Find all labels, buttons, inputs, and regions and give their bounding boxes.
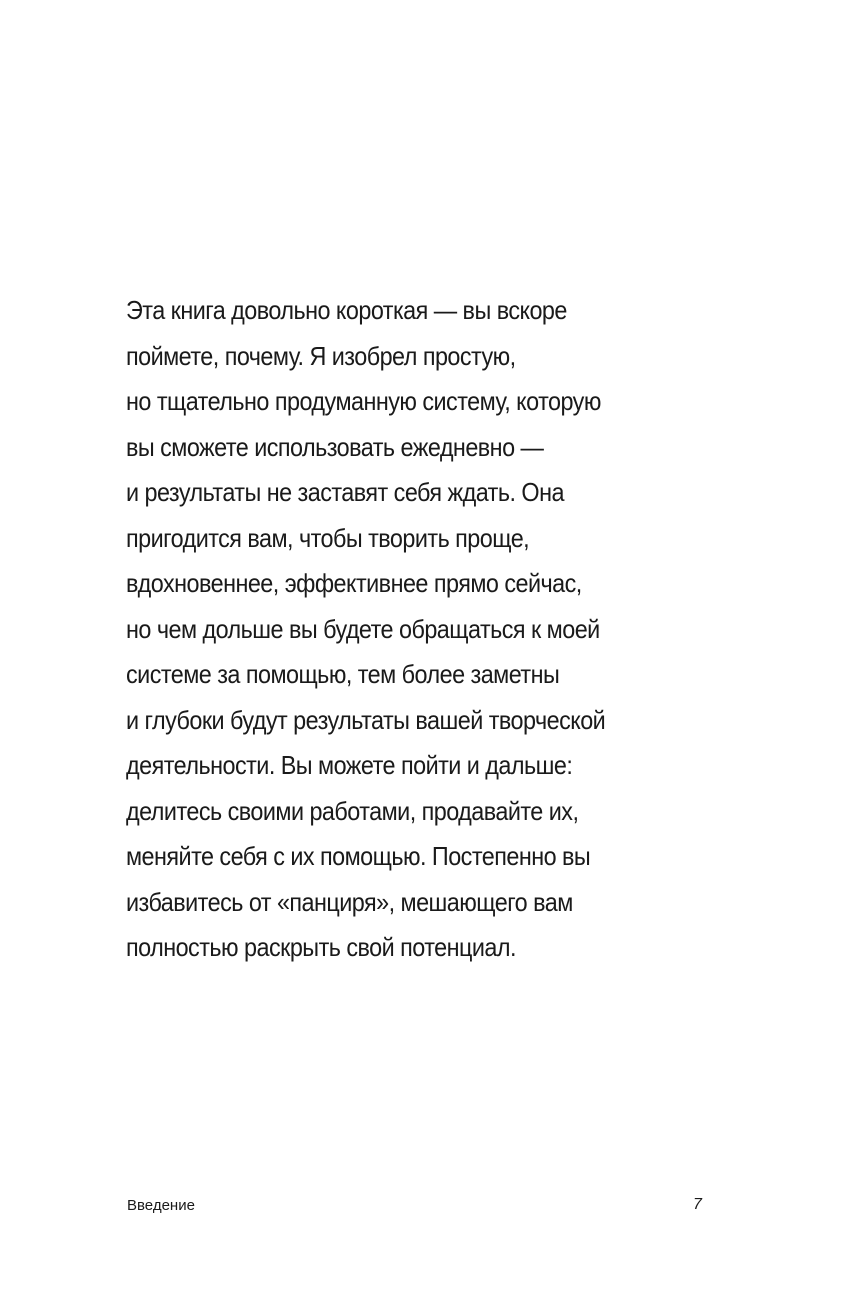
paragraph-line: меняйте себя с их помощью. Постепенно вы: [126, 841, 591, 871]
paragraph-line: но тщательно продуманную систему, которую: [126, 386, 601, 416]
paragraph-line: но чем дольше вы будете обращаться к моей: [126, 613, 600, 644]
paragraph-line: системе за помощью, тем более заметны: [126, 659, 560, 689]
running-footer-section-title: Введение: [127, 1197, 195, 1214]
paragraph-line: деятельности. Вы можете пойти и дальше:: [126, 750, 573, 780]
paragraph-line: полностью раскрыть свой потенциал.: [126, 932, 516, 962]
paragraph-line: и результаты не заставят себя ждать. Она: [126, 477, 564, 507]
paragraph-line: пригодится вам, чтобы творить проще,: [126, 522, 530, 553]
paragraph-line: Эта книга довольно короткая — вы вскоре: [126, 295, 567, 325]
body-paragraph: [126, 288, 702, 971]
paragraph-line: и глубоки будут результаты вашей творческой: [126, 704, 606, 735]
paragraph-line: избавитесь от «панциря», мешающего вам: [126, 886, 573, 917]
paragraph-line: поймете, почему. Я изобрел простую,: [126, 340, 516, 371]
paragraph-line: делитесь своими работами, продавайте их,: [126, 795, 579, 826]
paragraph-line: вдохновеннее, эффективнее прямо сейчас,: [126, 568, 582, 598]
paragraph-line: вы сможете использовать ежедневно —: [126, 431, 544, 462]
page-number: 7: [693, 1196, 702, 1213]
